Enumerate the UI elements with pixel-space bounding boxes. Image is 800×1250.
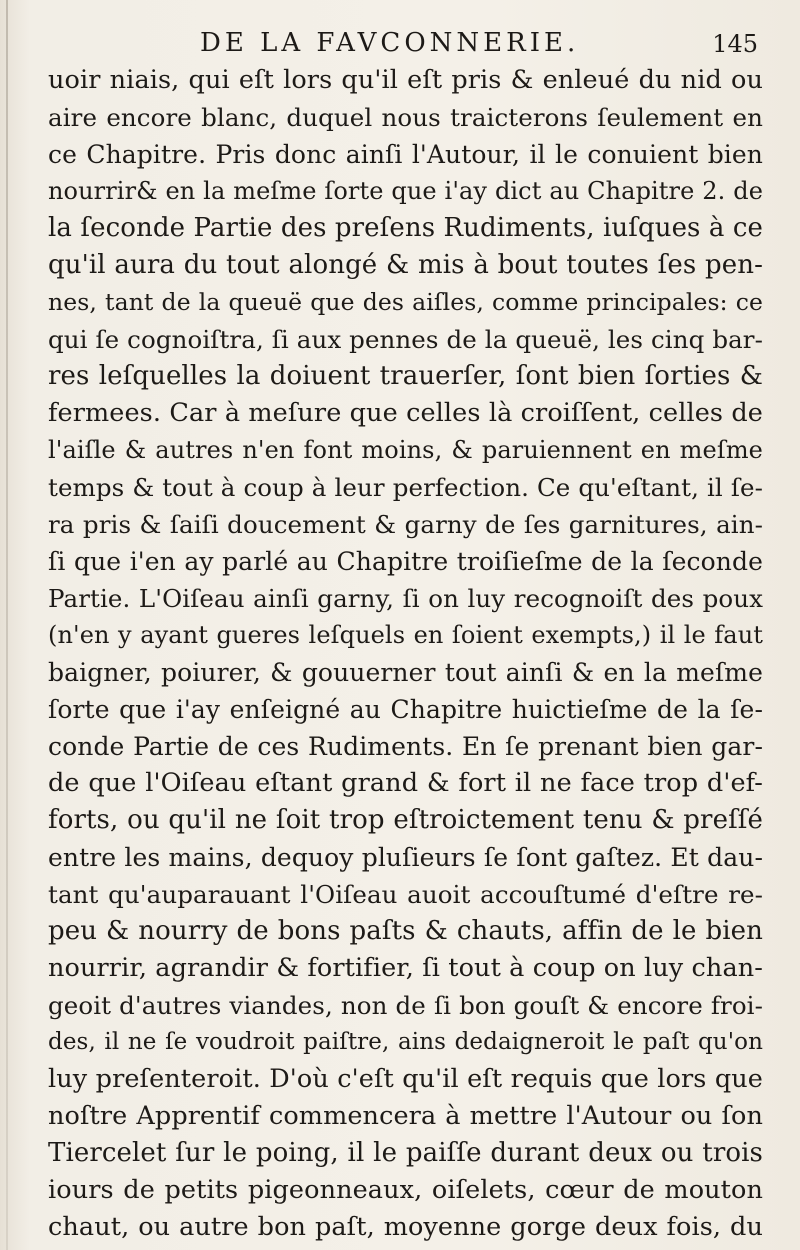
text-line: entre les mains, dequoy pluſieurs ſe ſont gaſtez. Et dau-: [48, 843, 763, 872]
text-line: ce Chapitre. Pris donc ainſi l'Autour, il le conuient bien: [48, 140, 763, 169]
page-number: 145: [712, 30, 758, 58]
text-line: iours de petits pigeonneaux, oiſelets, cœur de mouton: [48, 1175, 763, 1205]
text-line: chaut, ou autre bon paſt, moyenne gorge deux fois, du: [48, 1212, 763, 1242]
text-line: noſtre Apprentif commencera à mettre l'Autour ou ſon: [48, 1101, 763, 1131]
text-line: Tiercelet ſur le poing, il le paiſſe durant deux ou trois: [48, 1138, 763, 1168]
text-line: ra pris & ſaiſi doucement & garny de ſes garnitures, ain-: [48, 510, 763, 539]
text-line: peu & nourry de bons paſts & chauts, affin de le bien: [48, 916, 763, 946]
text-line: res leſquelles la doiuent trauerſer, ſont bien ſorties &: [48, 361, 763, 391]
text-line: des, il ne ſe voudroit paiſtre, ains dedaigneroit le paſt qu'on: [48, 1029, 763, 1055]
text-line: conde Partie de ces Rudiments. En ſe prenant bien gar-: [48, 732, 763, 761]
text-line: Partie. L'Oiſeau ainſi garny, ſi on luy recognoiſt des poux: [48, 584, 763, 613]
page-header: [0, 22, 800, 62]
text-line: fermees. Car à meſure que celles là croiſſent, celles de: [48, 398, 763, 428]
text-line: la ſeconde Partie des preſens Rudiments, iuſques à ce: [48, 213, 763, 243]
text-line: baigner, poiurer, & gouuerner tout ainſi & en la meſme: [48, 658, 763, 687]
text-line: l'aiſle & autres n'en font moins, & paruiennent en meſme: [48, 436, 763, 464]
text-line: qu'il aura du tout alongé & mis à bout toutes ſes pen-: [48, 250, 763, 280]
text-line: de que l'Oiſeau eſtant grand & fort il ne face trop d'ef-: [48, 768, 763, 798]
text-line: nourrir, agrandir & fortifier, ſi tout à coup on luy chan-: [48, 953, 763, 983]
text-line: geoit d'autres viandes, non de ſi bon gouſt & encore froi-: [48, 991, 763, 1020]
text-line: temps & tout à coup à leur perfection. Ce qu'eſtant, il ſe-: [48, 473, 763, 502]
text-line: nourrir& en la meſme ſorte que i'ay dict au Chapitre 2. de: [48, 177, 763, 205]
text-line: luy preſenteroit. D'où c'eſt qu'il eſt requis que lors que: [48, 1064, 763, 1094]
text-line: (n'en y ayant gueres leſquels en ſoient exempts,) il le faut: [48, 621, 763, 649]
text-line: nes, tant de la queuë que des aiſles, comme principales: ce: [48, 288, 763, 316]
text-line: ſorte que i'ay enſeigné au Chapitre huictieſme de la ſe-: [48, 695, 763, 724]
text-line: aire encore blanc, duquel nous traicterons ſeulement en: [48, 103, 763, 132]
text-line: ſi que i'en ay parlé au Chapitre troiſieſme de la ſeconde: [48, 547, 763, 576]
page-gutter: [6, 0, 8, 1250]
text-line: qui ſe cognoiſtra, ſi aux pennes de la queuë, les cinq bar-: [48, 325, 763, 354]
body-text: [48, 62, 763, 1246]
text-line: forts, ou qu'il ne ſoit trop eſtroictement tenu & preſſé: [48, 805, 763, 835]
text-line: uoir niais, qui eſt lors qu'il eſt pris & enleué du nid ou: [48, 65, 763, 95]
text-line: tant qu'auparauant l'Oiſeau auoit accouſtumé d'eſtre re-: [48, 880, 763, 909]
running-head: DE LA FAVCONNERIE.: [200, 28, 580, 58]
